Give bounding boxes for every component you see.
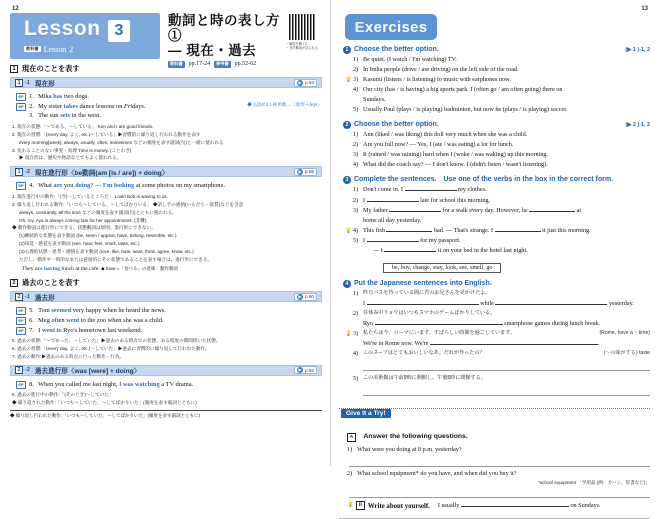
subsection-1-2-suffix: -2 <box>25 168 30 175</box>
jp-title-line2: — 現在・過去 <box>168 43 257 59</box>
question-2-items <box>353 130 650 170</box>
question-group-3 <box>343 176 650 273</box>
question-4-number: 4 <box>343 280 351 288</box>
reference-dot-icon: ▶ <box>298 367 302 373</box>
subsection-1-2-pageref-text: p.55 <box>305 169 314 175</box>
answer-blank[interactable] <box>367 304 479 305</box>
answer-row[interactable] <box>353 339 650 349</box>
question-item[interactable] <box>353 85 650 95</box>
summary-box <box>10 410 322 420</box>
question-1-heading <box>343 46 650 54</box>
section-2-heading <box>10 278 322 288</box>
item-number: 2) <box>347 470 353 478</box>
item-number: 1) <box>353 131 359 139</box>
example-number: 2. <box>29 102 34 110</box>
left-page <box>0 0 330 466</box>
exercises-title-rest: xercises <box>364 18 428 36</box>
item-middle: my clothes. <box>458 186 487 194</box>
answer-blank[interactable] <box>529 211 575 212</box>
answer-body <box>363 299 650 309</box>
question-group-2 <box>343 121 650 170</box>
question-group-1 <box>343 46 650 115</box>
item-text-continued: home all day yesterday. <box>363 216 422 224</box>
example-sentence <box>16 102 322 112</box>
note-line: ▶ 現在形は、歴史や物語などでもよく使われる。 <box>19 155 122 161</box>
question-3-heading <box>343 176 650 184</box>
question-item[interactable] <box>345 75 650 85</box>
answer-blank-line[interactable] <box>363 386 650 396</box>
subsection-1-2-number: 1 <box>15 168 23 176</box>
question-1-reference[interactable]: (▶ 1 )-1, 2 <box>625 47 650 53</box>
answer-blank[interactable] <box>495 231 541 232</box>
question-3-number: 3 <box>343 176 351 184</box>
answer-tail: yesterday. <box>609 299 634 307</box>
footnote-school-equipment: *school equipment 「学用品 (例：カバン、辞書など)」 <box>538 480 650 486</box>
answer-blank[interactable] <box>405 190 457 191</box>
question-item[interactable] <box>353 150 650 160</box>
question-2-reference[interactable]: (▶ 2 )-1, 2 <box>625 122 650 129</box>
note-line: 2. 現在の習慣:「(every day, よく, etc.)〜している」▶習慣的に繰り返し行われる動作を表す <box>12 131 201 137</box>
item-text: Ann (liked / was liking) this doll very much when she was a child. <box>363 131 528 139</box>
note-line: 1. 現在の状態:「〜である、〜している」 Ken and I are good friends. <box>12 123 154 129</box>
lesson-badge <box>10 13 160 59</box>
question-1-items <box>345 55 650 115</box>
ref1-value: pp.17-24 <box>188 61 211 68</box>
ep-tag: EP <box>16 93 26 101</box>
item-japanese: このスープはとてもおいしいなあ。だれが作ったの？ <box>363 350 485 357</box>
page-number-left: 12 <box>12 6 19 12</box>
qr-code-block[interactable] <box>282 13 322 59</box>
note-line: 8. 過去の進行中の動作:「(そのとき)〜していた」 <box>12 392 114 398</box>
right-page <box>330 0 660 511</box>
note-line: Oh, my. Aya is always coming late for her appointments. (非難) <box>19 217 147 223</box>
ref2-value: pp.52-62 <box>234 61 257 68</box>
subsection-2-1-suffix: -1 <box>25 293 30 300</box>
item-number: 4) <box>353 86 359 94</box>
item-number: 3) <box>353 76 359 84</box>
part-a-title: Answer the following questions. <box>363 433 468 441</box>
reference-row <box>168 61 282 67</box>
textbook-tag: 教科書 <box>26 46 39 52</box>
item-body <box>363 185 650 195</box>
example-note: ◆主語が3人称単数→〈原形＋(e)s〉 <box>247 101 322 107</box>
mini-example: They are having lunch at the cafe. ◆ have =「食べる」の意味：動作動詞 <box>22 265 178 272</box>
item-text: It (rained / was raining) hard when I (woke / was waking) up this morning. <box>363 151 549 159</box>
answer-blank[interactable] <box>389 211 441 212</box>
answer-tail: smartphone games during lunch break. <box>504 319 601 327</box>
summary-line: ◆ 繰り返し行われた動作:「いつも〜していた、〜してばかりいた」(頻度を表す副詞とともに) <box>10 413 200 419</box>
answer-blank[interactable] <box>430 344 598 345</box>
question-item <box>353 289 650 299</box>
examples-1-2 <box>10 180 322 193</box>
answer-body: We're in Rome now. We're . <box>363 340 600 348</box>
answer-prefix: We're in Rome now. We're <box>363 340 429 348</box>
part-b-prefix: I usually <box>437 502 460 510</box>
give-it-a-try-section <box>339 402 650 519</box>
item-hint: (〜の味がする) taste <box>603 350 650 357</box>
item-number: 4) <box>353 226 359 234</box>
ep-tag-placeholder <box>16 112 26 120</box>
note-line: ただし、動作や一時的なまたは意図的にその状態であることを表す場合は、進行形にできる。 <box>19 257 212 263</box>
question-item <box>347 469 650 479</box>
example-text: Mika has two dogs. <box>38 93 89 100</box>
item-number: 4) <box>353 350 359 358</box>
answer-blank[interactable] <box>461 506 569 507</box>
example-sentence <box>16 316 322 326</box>
example-text: My sister takes dance lessons on Fridays. <box>38 102 146 110</box>
ep-tag: EP <box>16 182 26 190</box>
item-text: What did the coach say? — I don't know. I (didn't listen / wasn't listening). <box>363 161 548 169</box>
subsection-1-2-bar <box>10 166 322 177</box>
subsection-1-1-suffix: -1 <box>25 79 30 86</box>
examples-2-1 <box>10 305 322 337</box>
item-number: 5) <box>353 236 359 244</box>
question-item[interactable] <box>353 130 650 140</box>
example-sentence <box>16 92 322 102</box>
section-2-number: 2 <box>10 279 18 287</box>
example-number: 7. <box>29 326 34 334</box>
lesson-japanese-title <box>168 13 282 58</box>
question-item[interactable] <box>353 185 650 195</box>
example-text: Meg often went to the zoo when she was a child. <box>38 316 164 324</box>
subsection-1-2-pageref[interactable] <box>294 168 317 176</box>
answer-blank[interactable] <box>367 201 419 202</box>
ep-tag: EP <box>16 103 26 111</box>
section-2-title: 過去のことを表す <box>22 278 80 288</box>
lightbulb-icon: 💡 <box>345 77 352 84</box>
qr-caption-line2: ・音声解説が見られる <box>286 46 318 51</box>
item-text: What were you doing at 8 p.m. yesterday? <box>357 446 462 454</box>
textbook-lesson-number: 2 <box>69 44 74 54</box>
question-item[interactable] <box>353 196 650 206</box>
example-sentence <box>16 380 322 390</box>
note-line: 5. 過去の状態:「〜であった、〜していた」▶過去のある時点での状態。ある程度の期間続いた状態。 <box>12 338 221 344</box>
qr-code-icon[interactable] <box>288 13 316 41</box>
example-number: 6. <box>29 316 34 324</box>
item-prefix: My father <box>363 206 388 214</box>
question-item[interactable] <box>353 140 650 150</box>
subsection-1-1-pageref-text: p.53 <box>305 80 314 85</box>
item-number: 3) <box>353 206 359 214</box>
question-item <box>347 445 650 455</box>
answer-blank[interactable] <box>386 231 432 232</box>
lesson-word: Lesson <box>24 17 101 41</box>
item-text: In India people (drive / are driving) on the left side of the road. <box>363 66 519 74</box>
example-number: 5. <box>29 307 34 315</box>
example-text: Tom seemed very happy when he heard the news. <box>38 307 166 315</box>
item-number: 1) <box>353 56 359 63</box>
question-2-heading <box>343 121 650 129</box>
item-number: 3) <box>353 151 359 159</box>
item-number: 3) <box>353 329 359 337</box>
item-middle: late for school this morning. <box>420 196 491 204</box>
lightbulb-icon: 💡 <box>347 502 354 509</box>
item-text: Are you full now? — Yes, I (ate / was eating) a lot for lunch. <box>363 141 514 149</box>
question-2-number: 2 <box>343 121 351 129</box>
part-b-row <box>347 501 650 512</box>
answer-row[interactable] <box>353 319 650 329</box>
question-item <box>353 309 650 319</box>
part-a-heading <box>347 425 650 443</box>
ref1-tag: 教科書 <box>170 61 183 67</box>
item-hint: (Rome, have a ~ time) <box>599 329 650 336</box>
item-japanese: 昼休み中リョウはいつもスマホのゲームばかりしている。 <box>363 309 496 316</box>
item-number: 5) <box>353 106 359 114</box>
item-middle: bad. — That's strange. I <box>433 226 494 234</box>
item-text: What school equipment* do you have, and when did you buy it? <box>357 470 517 478</box>
subsection-2-2-number: 2 <box>15 366 23 374</box>
example-number: 8. <box>29 380 34 388</box>
note-line: 7. 過去の動作:▶過去のある時点に行った動作・行為。 <box>12 353 125 359</box>
item-body <box>363 206 650 216</box>
example-number: 4. <box>29 182 34 190</box>
item-body <box>363 236 650 246</box>
item-japanese: この美術館は午前9時に開館し、午後5時に閉館する。 <box>363 375 486 382</box>
note-line: 6. 過去の習慣:「(every day, よく, etc.)〜していた」▶過去に習慣的に繰り返して行われた動作。 <box>12 346 210 352</box>
question-1-title: Choose the better option. <box>354 46 439 53</box>
example-sentence <box>16 181 322 191</box>
qr-caption <box>286 42 318 51</box>
item-prefix: Don't come in. I <box>363 186 403 194</box>
item-text: Our city (has / is having) a big sports park. I (often go / am often going) there on <box>363 86 563 94</box>
subsection-1-1-title: 現在形 <box>34 80 55 88</box>
example-number: 1. <box>29 93 34 100</box>
part-b-letter: B <box>356 501 365 510</box>
subsection-1-1-bar <box>10 77 322 88</box>
question-3-title2: Use one of the verbs in the box in the correct form. <box>443 176 614 184</box>
lightbulb-icon: 💡 <box>345 227 352 234</box>
subsection-1-2-title: 現在進行形〈be動詞(am [is / are]) + doing〉 <box>34 169 169 177</box>
item-japanese: 私たちは今、ローマにいます。すばらしい時間を過ごしています。 <box>363 329 515 336</box>
exercises-title <box>355 19 428 36</box>
item-number: 5) <box>353 375 359 383</box>
item-text: Kasumi (listens / is listening) to music with earphones now. <box>363 76 511 84</box>
item-text-continued: Sundays. <box>363 96 386 104</box>
subsection-2-2-pageref[interactable] <box>294 366 317 374</box>
section-1-number: 1 <box>10 65 18 73</box>
example-number: 3. <box>29 112 34 120</box>
ref2-tag: 参考書 <box>216 61 229 67</box>
item-japanese: 昨日バスを待っている間に君のお兄さんを見かけたよ。 <box>363 289 491 296</box>
question-item <box>353 374 650 384</box>
lesson-number: 3 <box>108 20 131 42</box>
question-item[interactable] <box>353 55 650 65</box>
answer-blank[interactable] <box>495 304 607 305</box>
question-item[interactable] <box>353 206 650 216</box>
reference-dot-icon: ▶ <box>298 293 302 299</box>
example-sentence <box>16 306 322 316</box>
item-text: Be quiet. (I watch / I'm watching) TV. <box>363 56 457 63</box>
jp-title-line1: 動詞と時の表し方① <box>168 13 280 44</box>
example-sentence <box>16 111 322 121</box>
example-sentence <box>16 326 322 336</box>
qr-caption-line1: ・解説を聞くC <box>286 42 308 46</box>
ep-tag: EP <box>16 381 26 389</box>
note-line: ◆ 繰り返された動作:「いつも〜していた、〜してばかりいた」(頻度を表す副詞とともに) <box>12 400 197 406</box>
question-item <box>353 349 650 359</box>
answer-blank-line[interactable] <box>349 488 650 498</box>
lesson-header <box>10 13 322 68</box>
answer-blank[interactable] <box>384 251 436 252</box>
question-item-continuation[interactable] <box>353 246 650 256</box>
give-it-a-try-body <box>347 425 650 512</box>
textbook-lesson-word: Lesson <box>43 44 67 54</box>
question-item[interactable] <box>345 226 650 236</box>
item-middle: for a walk every day. However, he <box>442 206 528 214</box>
item-body <box>363 196 650 206</box>
question-item[interactable] <box>353 105 650 115</box>
example-text: The sun sets in the west. <box>38 112 101 120</box>
question-group-4 <box>343 280 650 396</box>
answer-row[interactable] <box>353 299 650 309</box>
note-line: 1. 現在進行中の動作:「(今)〜しているところだ」 Look! Bob is waving to us. <box>12 193 168 199</box>
answer-prefix: I <box>363 299 366 307</box>
ep-tag: EP <box>16 317 26 325</box>
question-4-heading <box>343 280 650 288</box>
question-4-items <box>345 289 650 396</box>
examples-1-1 <box>10 91 322 123</box>
item-middle: for my passport. <box>420 236 461 244</box>
exercises-title-cap: E <box>354 18 365 36</box>
part-a-letter: A <box>347 433 356 442</box>
item-number: 2) <box>353 309 359 317</box>
question-3-title: Complete the sentences. <box>354 176 437 184</box>
note-line: 3. 変わることのない事実・真理 Time is money. (ことわざ) <box>12 147 132 153</box>
question-2-title: Choose the better option. <box>354 121 439 129</box>
give-it-a-try-badge: Give It a Try! <box>341 409 391 418</box>
note-line: (1)継続的な状態を表す動詞 (be, seem / appear, have, belong, resemble, etc.) <box>19 233 177 239</box>
item-number: 4) <box>353 161 359 169</box>
item-text-continued: — I it on your bed in the hotel last night. <box>373 246 528 254</box>
subsection-1-1-number: 1 <box>15 79 23 87</box>
item-prefix: I <box>363 236 366 244</box>
note-line: every morning[week], always, usually, often, sometimes などの頻度を表す副詞(句)と一緒に使われる <box>19 139 224 145</box>
answer-middle: while <box>480 299 494 307</box>
subsection-2-1-bar <box>10 291 322 302</box>
note-line: ◆ 動作動詞は進行形にできる。状態動詞は原則、進行形にできない。 <box>12 225 156 231</box>
part-b-answer <box>438 501 650 511</box>
verb-word-box: be, buy, change, stay, look, see, smell, go <box>383 263 501 273</box>
question-3-items <box>345 185 650 255</box>
lesson-title-column <box>160 13 282 68</box>
note-line: always, constantly, all the time などの頻度を表す副詞(句)とともに使われる。 <box>19 209 177 215</box>
ep-tag: EP <box>16 327 26 335</box>
question-1-number: 1 <box>343 46 351 54</box>
subsection-2-1-title: 過去形 <box>34 294 55 302</box>
note-line: (3)心理的状態・思考・感情を表す動詞 (love, like, hate, want, think, agree, know, etc.) <box>19 249 194 255</box>
subsection-2-2-pageref-text: p.62 <box>305 367 314 373</box>
answer-blank[interactable] <box>367 241 419 242</box>
question-item[interactable] <box>353 236 650 246</box>
example-text: I went to Ryo's hometown last weekend. <box>38 326 143 334</box>
subsection-2-1-number: 2 <box>15 293 23 301</box>
part-b-tail: on Sundays. <box>570 502 601 510</box>
ep-tag: EP <box>16 307 26 315</box>
item-number: 2) <box>353 196 359 204</box>
example-text: When you called me last night, I was watching a TV drama. <box>38 380 194 388</box>
item-number: 2) <box>353 66 359 74</box>
item-tail: it just this morning. <box>542 226 591 234</box>
answer-prefix: Ryo <box>363 319 374 327</box>
examples-2-2 <box>10 379 322 392</box>
exercises-header <box>345 14 437 40</box>
answer-body <box>363 319 650 329</box>
section-1-title: 現在のことを表す <box>22 64 80 73</box>
subsection-2-1-pageref[interactable] <box>294 293 317 301</box>
subsection-1-1-pageref[interactable] <box>294 79 317 87</box>
example-text: What are you doing? — I'm looking at some photos on my smartphone. <box>38 182 225 190</box>
note-line: (2)知覚・感覚を表す動詞 (see, hear, feel, smell, taste, etc.) <box>19 241 140 247</box>
subsection-2-1-pageref-text: p.60 <box>305 294 314 300</box>
question-item-continuation <box>353 216 650 226</box>
question-item <box>345 329 650 339</box>
answer-blank[interactable] <box>375 324 503 325</box>
item-number: 2) <box>353 141 359 149</box>
question-item-continuation <box>353 95 650 105</box>
item-number: 1) <box>347 446 353 454</box>
question-item[interactable] <box>353 65 650 75</box>
note-line: 2. 繰り返し行われる動作:「いつも〜している、〜してばかりいる」 ◆話し手の感情(いらだち・賞賛)などを含意 <box>12 201 244 207</box>
lesson-textbook-ref <box>24 45 160 54</box>
item-prefix: I <box>363 196 366 204</box>
answer-blank-line[interactable] <box>363 361 650 371</box>
lesson-title-row <box>24 18 160 42</box>
subsection-2-2-bar <box>10 365 322 376</box>
page-number-right: 13 <box>641 6 648 12</box>
subsection-2-2-title: 過去進行形〈was [were] + doing〉 <box>34 368 141 376</box>
question-item[interactable] <box>353 160 650 170</box>
item-prefix: This fish <box>363 226 385 234</box>
item-text: Usually Paul (plays / is playing) badminton, but now he (plays / is playing) soccer. <box>363 106 568 114</box>
item-tail: at <box>576 206 582 214</box>
part-b-title: Write about yourself. <box>367 503 430 511</box>
reference-dot-icon: ▶ <box>298 168 302 174</box>
question-4-title: Put the Japanese sentences into English. <box>354 279 492 287</box>
reference-dot-icon: ▶ <box>298 79 302 85</box>
subsection-2-2-suffix: -2 <box>25 367 30 374</box>
lightbulb-icon: 💡 <box>345 330 352 337</box>
item-number: 1) <box>353 289 359 297</box>
item-number: 1) <box>353 186 359 194</box>
item-body <box>363 226 650 236</box>
